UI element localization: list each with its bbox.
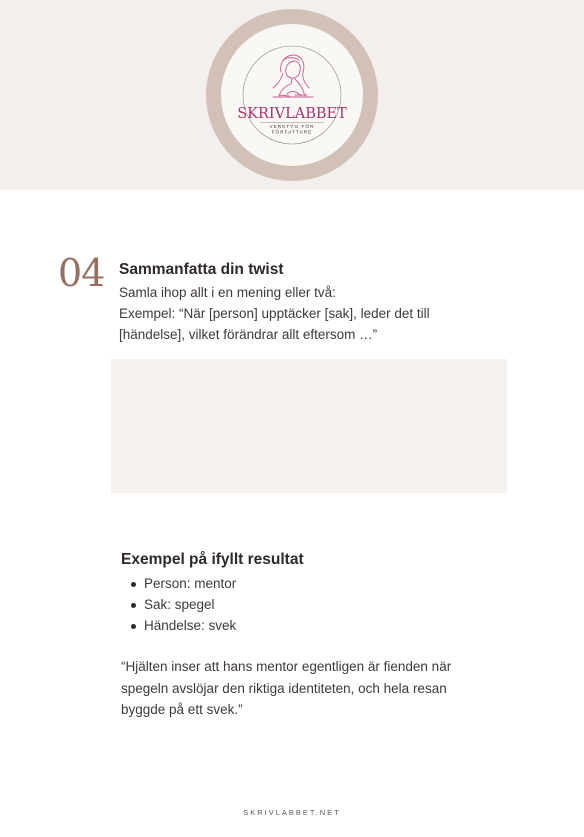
example-quote-line: byggde på ett svek.” (121, 702, 243, 717)
list-item: Händelse: svek (122, 615, 236, 636)
svg-text:VERKTYG FÖR: VERKTYG FÖR (269, 124, 315, 129)
svg-text:SKRIVLABBET: SKRIVLABBET (237, 106, 347, 122)
answer-box[interactable] (111, 359, 507, 493)
step-example-line: [händelse], vilket förändrar allt eftersom …” (119, 327, 378, 342)
example-quote-line: “Hjälten inser att hans mentor egentligen är fienden när (121, 659, 452, 674)
step-title: Sammanfatta din twist (119, 261, 284, 278)
svg-text:FÖRFATTARE: FÖRFATTARE (271, 129, 313, 135)
example-title: Exempel på ifyllt resultat (121, 551, 304, 568)
step-example-line: Exempel: “När [person] upptäcker [sak], leder det till (119, 306, 430, 321)
list-item: Sak: spegel (122, 594, 236, 615)
example-list (122, 573, 236, 636)
footer-website: SKRIVLABBET.NET (243, 808, 341, 817)
writer-illustration-icon (273, 55, 313, 97)
example-quote-line: spegeln avslöjar den riktiga identiteten, och hela resan (121, 681, 447, 696)
skrivlabbet-logo (221, 24, 363, 166)
list-item: Person: mentor (122, 573, 236, 594)
step-number: 04 (58, 251, 105, 295)
step-instruction: Samla ihop allt i en mening eller två: (119, 285, 336, 300)
